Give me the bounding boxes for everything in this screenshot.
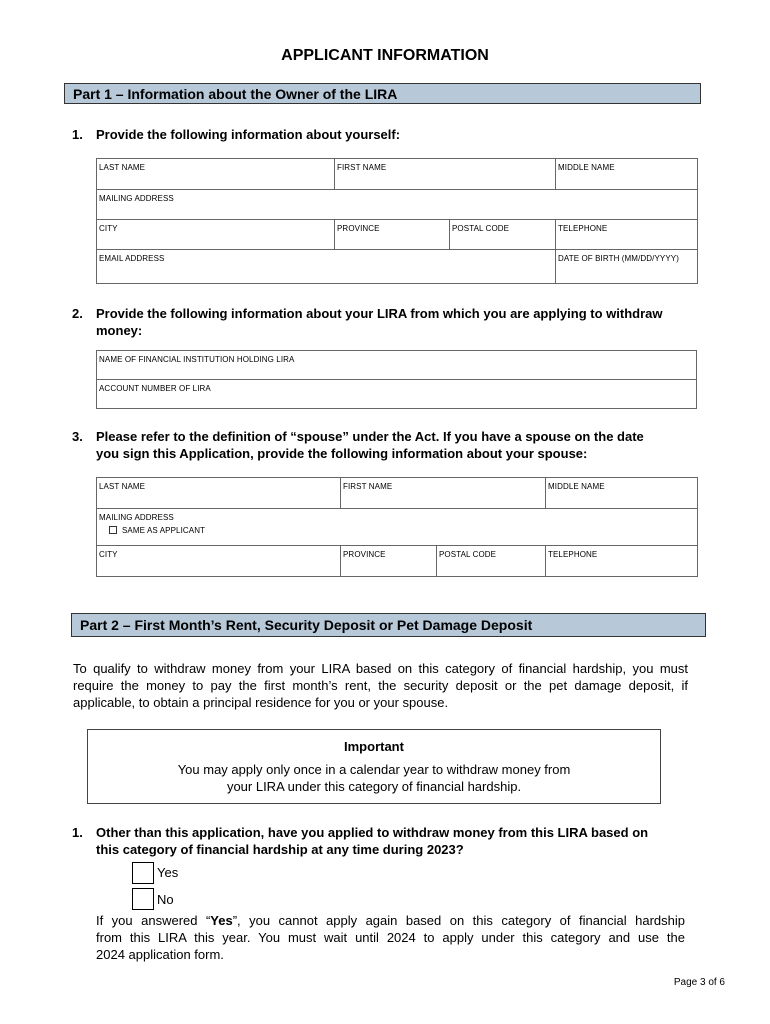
owner-city-field[interactable] <box>97 220 335 250</box>
spouse-telephone-label: TELEPHONE <box>548 550 598 559</box>
important-notice-box <box>87 729 661 804</box>
important-line2: your LIRA under this category of financial hardship. <box>226 779 522 794</box>
spouse-province-label: PROVINCE <box>343 550 386 559</box>
owner-last-name-field[interactable] <box>97 159 335 190</box>
q2-text-line1: Provide the following information about your LIRA from which you are applying to withdraw <box>96 306 663 321</box>
part2-intro <box>73 660 688 711</box>
part1-heading <box>64 83 701 104</box>
q3-question <box>72 428 712 464</box>
spouse-last-name-field[interactable] <box>97 478 341 509</box>
institution-label: NAME OF FINANCIAL INSTITUTION HOLDING LIRA <box>99 355 295 364</box>
yes-checkbox[interactable] <box>132 862 154 884</box>
spouse-middle-name-field[interactable] <box>546 478 698 509</box>
owner-middle-name-label: MIDDLE NAME <box>558 163 615 172</box>
spouse-info-table <box>96 477 698 577</box>
part2-intro-line2: require the money to pay the first month’s rent, the security deposit or the pet damage deposit, if <box>73 678 688 693</box>
part2-q1-text-line1: Other than this application, have you applied to withdraw money from this LIRA based on <box>96 825 649 840</box>
lira-info-table <box>96 350 697 409</box>
owner-telephone-label: TELEPHONE <box>558 224 608 233</box>
owner-dob-label: DATE OF BIRTH (MM/DD/YYYY) <box>558 254 679 263</box>
important-heading: Important <box>344 739 404 754</box>
yes-note-line2: from this LIRA this year. You must wait until 2024 to apply under this category and use the <box>96 930 685 945</box>
part2-intro-line1: To qualify to withdraw money from your LIRA based on this category of financial hardship, you must <box>73 661 688 676</box>
owner-city-label: CITY <box>99 224 118 233</box>
owner-telephone-field[interactable] <box>556 220 698 250</box>
spouse-city-field[interactable] <box>97 546 341 577</box>
page-number: Page 3 of 6 <box>673 977 725 988</box>
part2-q1-question <box>72 824 712 860</box>
owner-last-name-label: LAST NAME <box>99 163 146 172</box>
owner-mailing-address-label: MAILING ADDRESS <box>99 194 174 203</box>
owner-info-table <box>96 158 698 284</box>
no-checkbox[interactable] <box>132 888 154 910</box>
account-number-label: ACCOUNT NUMBER OF LIRA <box>99 384 211 393</box>
q3-number: 3. <box>72 429 83 444</box>
spouse-mailing-address-label: MAILING ADDRESS <box>99 513 174 522</box>
spouse-last-name-label: LAST NAME <box>99 482 146 491</box>
spouse-city-label: CITY <box>99 550 118 559</box>
owner-mailing-address-field[interactable] <box>97 190 698 220</box>
no-label: No <box>157 892 174 907</box>
owner-postal-code-label: POSTAL CODE <box>452 224 510 233</box>
yes-note-pre: If you answered “ <box>96 913 211 928</box>
owner-first-name-field[interactable] <box>335 159 556 190</box>
same-as-applicant-label: SAME AS APPLICANT <box>122 526 206 535</box>
spouse-postal-code-label: POSTAL CODE <box>439 550 497 559</box>
owner-first-name-label: FIRST NAME <box>337 163 387 172</box>
yes-note <box>96 912 685 963</box>
spouse-middle-name-label: MIDDLE NAME <box>548 482 605 491</box>
page-title: APPLICANT INFORMATION <box>281 47 489 64</box>
q2-number: 2. <box>72 306 83 321</box>
owner-dob-field[interactable] <box>556 250 698 284</box>
part2-heading <box>71 613 706 637</box>
owner-email-label: EMAIL ADDRESS <box>99 254 165 263</box>
q1-number: 1. <box>72 127 83 142</box>
part2-q1-number: 1. <box>72 825 83 840</box>
owner-province-label: PROVINCE <box>337 224 380 233</box>
spouse-first-name-label: FIRST NAME <box>343 482 393 491</box>
owner-province-field[interactable] <box>335 220 450 250</box>
q3-text-line1: Please refer to the definition of “spouse” under the Act. If you have a spouse on the date <box>96 429 644 444</box>
q3-text-line2: you sign this Application, provide the following information about your spouse: <box>96 446 588 461</box>
owner-postal-code-field[interactable] <box>450 220 556 250</box>
part2-heading-text: Part 2 – First Month’s Rent, Security Deposit or Pet Damage Deposit <box>80 617 533 633</box>
q2-question <box>72 305 712 341</box>
important-line1: You may apply only once in a calendar year to withdraw money from <box>177 762 571 777</box>
account-number-field[interactable] <box>97 380 697 409</box>
yes-note-line3: 2024 application form. <box>96 947 224 962</box>
q2-text-line2: money: <box>96 323 143 338</box>
same-as-applicant-option[interactable] <box>109 526 697 535</box>
yes-label: Yes <box>157 865 179 880</box>
spouse-first-name-field[interactable] <box>341 478 546 509</box>
yes-note-bold: Yes <box>210 913 233 928</box>
q1-text: Provide the following information about yourself: <box>96 127 401 142</box>
owner-middle-name-field[interactable] <box>556 159 698 190</box>
yes-note-line1 <box>96 912 685 929</box>
spouse-postal-code-field[interactable] <box>437 546 546 577</box>
spouse-province-field[interactable] <box>341 546 437 577</box>
spouse-mailing-address-field[interactable] <box>97 509 698 546</box>
yes-note-post: ”, you cannot apply again based on this category of financial hardship <box>232 913 685 928</box>
same-as-applicant-checkbox[interactable] <box>109 526 117 534</box>
part2-q1-text-line2: this category of financial hardship at any time during 2023? <box>96 842 464 857</box>
owner-email-field[interactable] <box>97 250 556 284</box>
q1-question <box>72 126 712 144</box>
part1-heading-text: Part 1 – Information about the Owner of the LIRA <box>73 85 398 102</box>
spouse-telephone-field[interactable] <box>546 546 698 577</box>
institution-field[interactable] <box>97 351 697 380</box>
part2-intro-line3: applicable, to obtain a principal residence for you or your spouse. <box>73 695 449 710</box>
